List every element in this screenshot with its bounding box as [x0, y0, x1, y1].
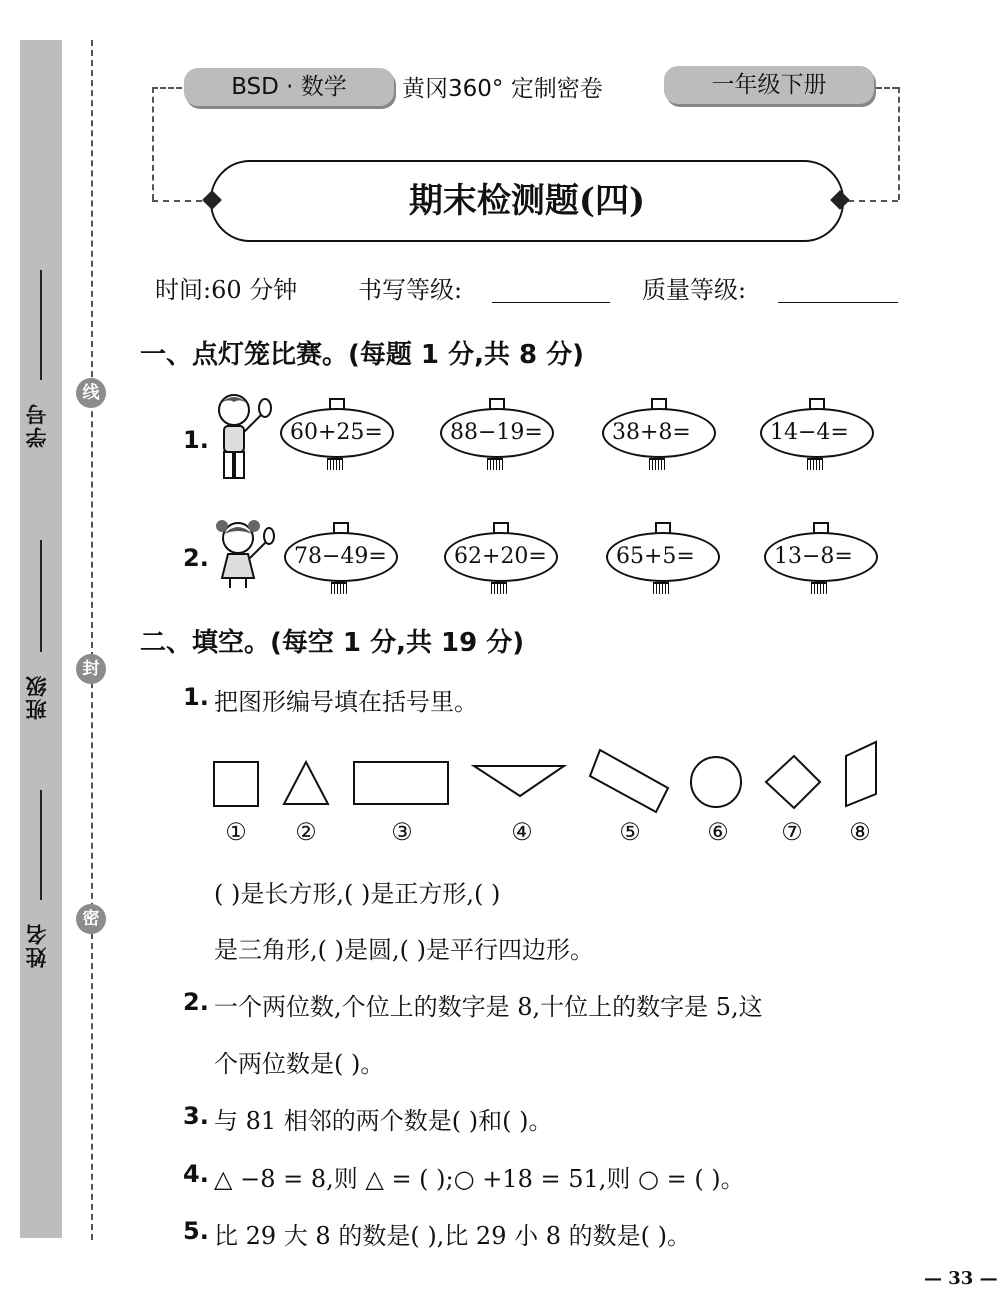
q1-number: 1. [183, 683, 209, 711]
section2-heading: 二、填空。(每空 1 分,共 19 分) [140, 628, 525, 658]
subject-pill: BSD · 数学 [184, 68, 394, 106]
girl-illustration [210, 516, 276, 592]
dash-decoration [898, 87, 900, 200]
lantern-2-4: 13−8= [764, 532, 878, 582]
student-id-line [40, 270, 42, 380]
lantern-tassel [331, 582, 347, 594]
boy-illustration [210, 392, 272, 488]
name-label: 姓名 [25, 922, 49, 968]
exam-title: 期末检测题(四) [210, 160, 844, 242]
q1-answer-line2: 是三角形,( )是圆,( )是平行四边形。 [214, 936, 594, 964]
shape-circle-6 [691, 757, 741, 807]
lantern-tassel [653, 582, 669, 594]
lantern-tassel [487, 458, 503, 470]
lantern-tassel [491, 582, 507, 594]
q3-number: 3. [183, 1102, 209, 1130]
binding-cut-line [91, 40, 93, 1240]
q2-number: 2. [183, 988, 209, 1016]
q2-line2: 个两位数是( )。 [214, 1050, 385, 1078]
dash-decoration [152, 200, 202, 202]
shape-label-5: ⑤ [619, 818, 641, 846]
q2-line1: 一个两位数,个位上的数字是 8,十位上的数字是 5,这 [214, 993, 763, 1021]
lantern-tassel [811, 582, 827, 594]
time-limit: 时间:60 分钟 [155, 276, 298, 304]
shape-label-2: ② [295, 818, 317, 846]
grade-pill: 一年级下册 [664, 66, 874, 104]
quality-grade-blank [778, 302, 898, 303]
q3-text: 与 81 相邻的两个数是( )和( )。 [214, 1107, 553, 1135]
dash-decoration [876, 87, 898, 89]
shape-triangle-4 [474, 766, 564, 796]
lantern-2-2: 62+20= [444, 532, 558, 582]
shape-label-6: ⑥ [707, 818, 729, 846]
shape-label-3: ③ [391, 818, 413, 846]
writing-grade-label: 书写等级: [358, 276, 463, 304]
page-number: — 33 — [924, 1268, 998, 1289]
shape-label-1: ① [225, 818, 247, 846]
shape-label-4: ④ [511, 818, 533, 846]
lantern-2-1: 78−49= [284, 532, 398, 582]
shapes-figure [200, 736, 900, 816]
shape-label-7: ⑦ [781, 818, 803, 846]
lantern-1-3: 38+8= [602, 408, 716, 458]
lantern-1-4: 14−4= [760, 408, 874, 458]
seal-mi: 密 [76, 904, 106, 934]
q1-text: 把图形编号填在括号里。 [214, 688, 478, 716]
lantern-1-1: 60+25= [280, 408, 394, 458]
name-line [40, 790, 42, 900]
class-label: 班级 [25, 674, 49, 720]
row2-number: 2. [183, 544, 209, 572]
q5-text: 比 29 大 8 的数是( ),比 29 小 8 的数是( )。 [214, 1222, 691, 1250]
series-name: 黄冈360° 定制密卷 [402, 76, 603, 102]
lantern-2-3: 65+5= [606, 532, 720, 582]
shape-parallelogram-8 [846, 742, 876, 806]
lantern-tassel [327, 458, 343, 470]
q4-text: △ −8 = 8,则 △ = ( );○ +18 = 51,则 ○ = ( )。 [214, 1165, 745, 1193]
row1-number: 1. [183, 426, 209, 454]
dash-decoration [152, 87, 182, 89]
lantern-tassel [807, 458, 823, 470]
class-line [40, 540, 42, 652]
shape-rectangle-5 [590, 750, 668, 812]
seal-xian: 线 [76, 378, 106, 408]
lantern-1-2: 88−19= [440, 408, 554, 458]
shape-rectangle-3 [354, 762, 448, 804]
seal-feng: 封 [76, 654, 106, 684]
q1-answer-line1: ( )是长方形,( )是正方形,( ) [214, 880, 501, 908]
quality-grade-label: 质量等级: [642, 276, 747, 304]
writing-grade-blank [492, 302, 610, 303]
lantern-tassel [649, 458, 665, 470]
q4-number: 4. [183, 1160, 209, 1188]
q5-number: 5. [183, 1217, 209, 1245]
dash-decoration [152, 87, 154, 200]
shape-square-1 [214, 762, 258, 806]
shape-square-7 [766, 756, 820, 808]
student-id-label: 学号 [25, 402, 49, 448]
section1-heading: 一、点灯笼比赛。(每题 1 分,共 8 分) [140, 340, 585, 370]
dash-decoration [848, 200, 898, 202]
shape-label-8: ⑧ [849, 818, 871, 846]
shape-triangle-2 [284, 762, 328, 804]
